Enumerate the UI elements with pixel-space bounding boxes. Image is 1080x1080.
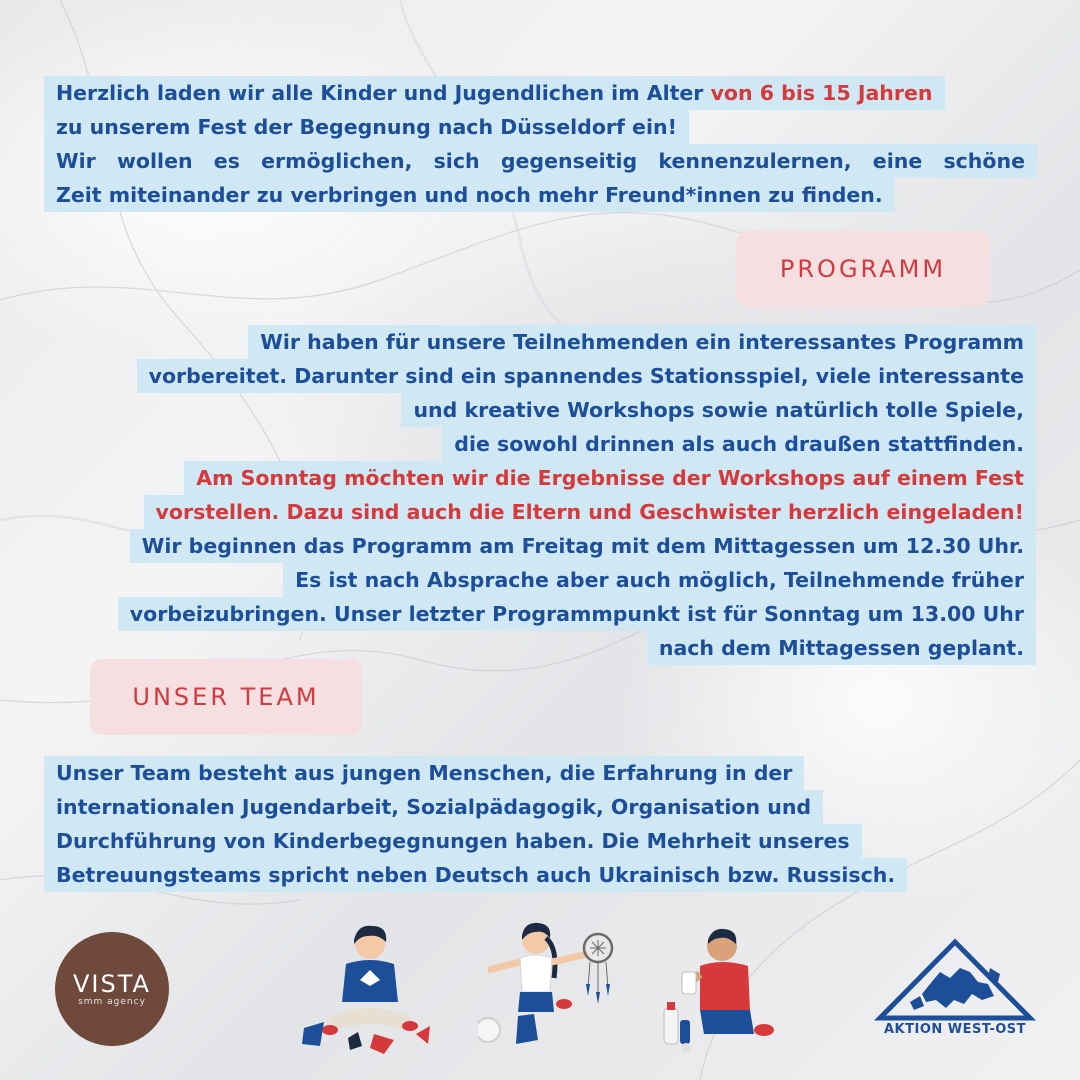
programm-line: die sowohl drinnen als auch draußen stattfinden. bbox=[442, 427, 1036, 461]
programm-line: Wir haben für unsere Teilnehmenden ein interessantes Programm bbox=[248, 325, 1036, 359]
team-block bbox=[44, 756, 907, 892]
team-heading: UNSER TEAM bbox=[90, 659, 362, 735]
programm-block bbox=[118, 325, 1036, 665]
programm-heading: PROGRAMM bbox=[736, 231, 990, 307]
programm-line: vorbereitet. Darunter sind ein spannendes Stationsspiel, viele interessante bbox=[137, 359, 1036, 393]
intro-line-1: Herzlich laden wir alle Kinder und Jugendlichen im Alter von 6 bis 15 Jahren bbox=[44, 76, 945, 110]
vista-logo bbox=[55, 932, 169, 1046]
kid-origami-illustration bbox=[298, 922, 438, 1054]
kid-dreamcatcher-illustration bbox=[478, 918, 628, 1052]
intro-block bbox=[44, 76, 1037, 212]
age-range-highlight: von 6 bis 15 Jahren bbox=[710, 81, 933, 105]
team-line: Unser Team besteht aus jungen Menschen, die Erfahrung in der bbox=[44, 756, 804, 790]
vista-logo-title: VISTA bbox=[73, 970, 151, 998]
team-line: Betreuungsteams spricht neben Deutsch auch Ukrainisch bzw. Russisch. bbox=[44, 858, 907, 892]
kid-crafting-illustration bbox=[660, 924, 780, 1054]
intro-line-4: Zeit miteinander zu verbringen und noch mehr Freund*innen zu finden. bbox=[44, 178, 895, 212]
programm-line: nach dem Mittagessen geplant. bbox=[647, 631, 1036, 665]
aktion-west-ost-logo bbox=[870, 938, 1040, 1048]
aktion-west-ost-label: AKTION WEST-OST bbox=[883, 1022, 1026, 1037]
intro-line-2: zu unserem Fest der Begegnung nach Düsseldorf ein! bbox=[44, 110, 689, 144]
programm-line: und kreative Workshops sowie natürlich tolle Spiele, bbox=[401, 393, 1036, 427]
team-line: Durchführung von Kinderbegegnungen haben. Die Mehrheit unseres bbox=[44, 824, 862, 858]
programm-red-line: Am Sonntag möchten wir die Ergebnisse der Workshops auf einem Fest bbox=[184, 461, 1036, 495]
intro-line-3: Wir wollen es ermöglichen, sich gegenseitig kennenzulernen, eine schöne bbox=[44, 144, 1037, 178]
programm-line: Es ist nach Absprache aber auch möglich, Teilnehmende früher bbox=[283, 563, 1036, 597]
team-line: internationalen Jugendarbeit, Sozialpädagogik, Organisation und bbox=[44, 790, 823, 824]
europe-map-triangle-icon bbox=[870, 938, 1040, 1022]
programm-line: Wir beginnen das Programm am Freitag mit dem Mittagessen um 12.30 Uhr. bbox=[130, 529, 1036, 563]
programm-line: vorbeizubringen. Unser letzter Programmpunkt ist für Sonntag um 13.00 Uhr bbox=[118, 597, 1036, 631]
programm-red-line: vorstellen. Dazu sind auch die Eltern und Geschwister herzlich eingeladen! bbox=[144, 495, 1036, 529]
vista-logo-subtitle: smm agency bbox=[78, 997, 146, 1007]
